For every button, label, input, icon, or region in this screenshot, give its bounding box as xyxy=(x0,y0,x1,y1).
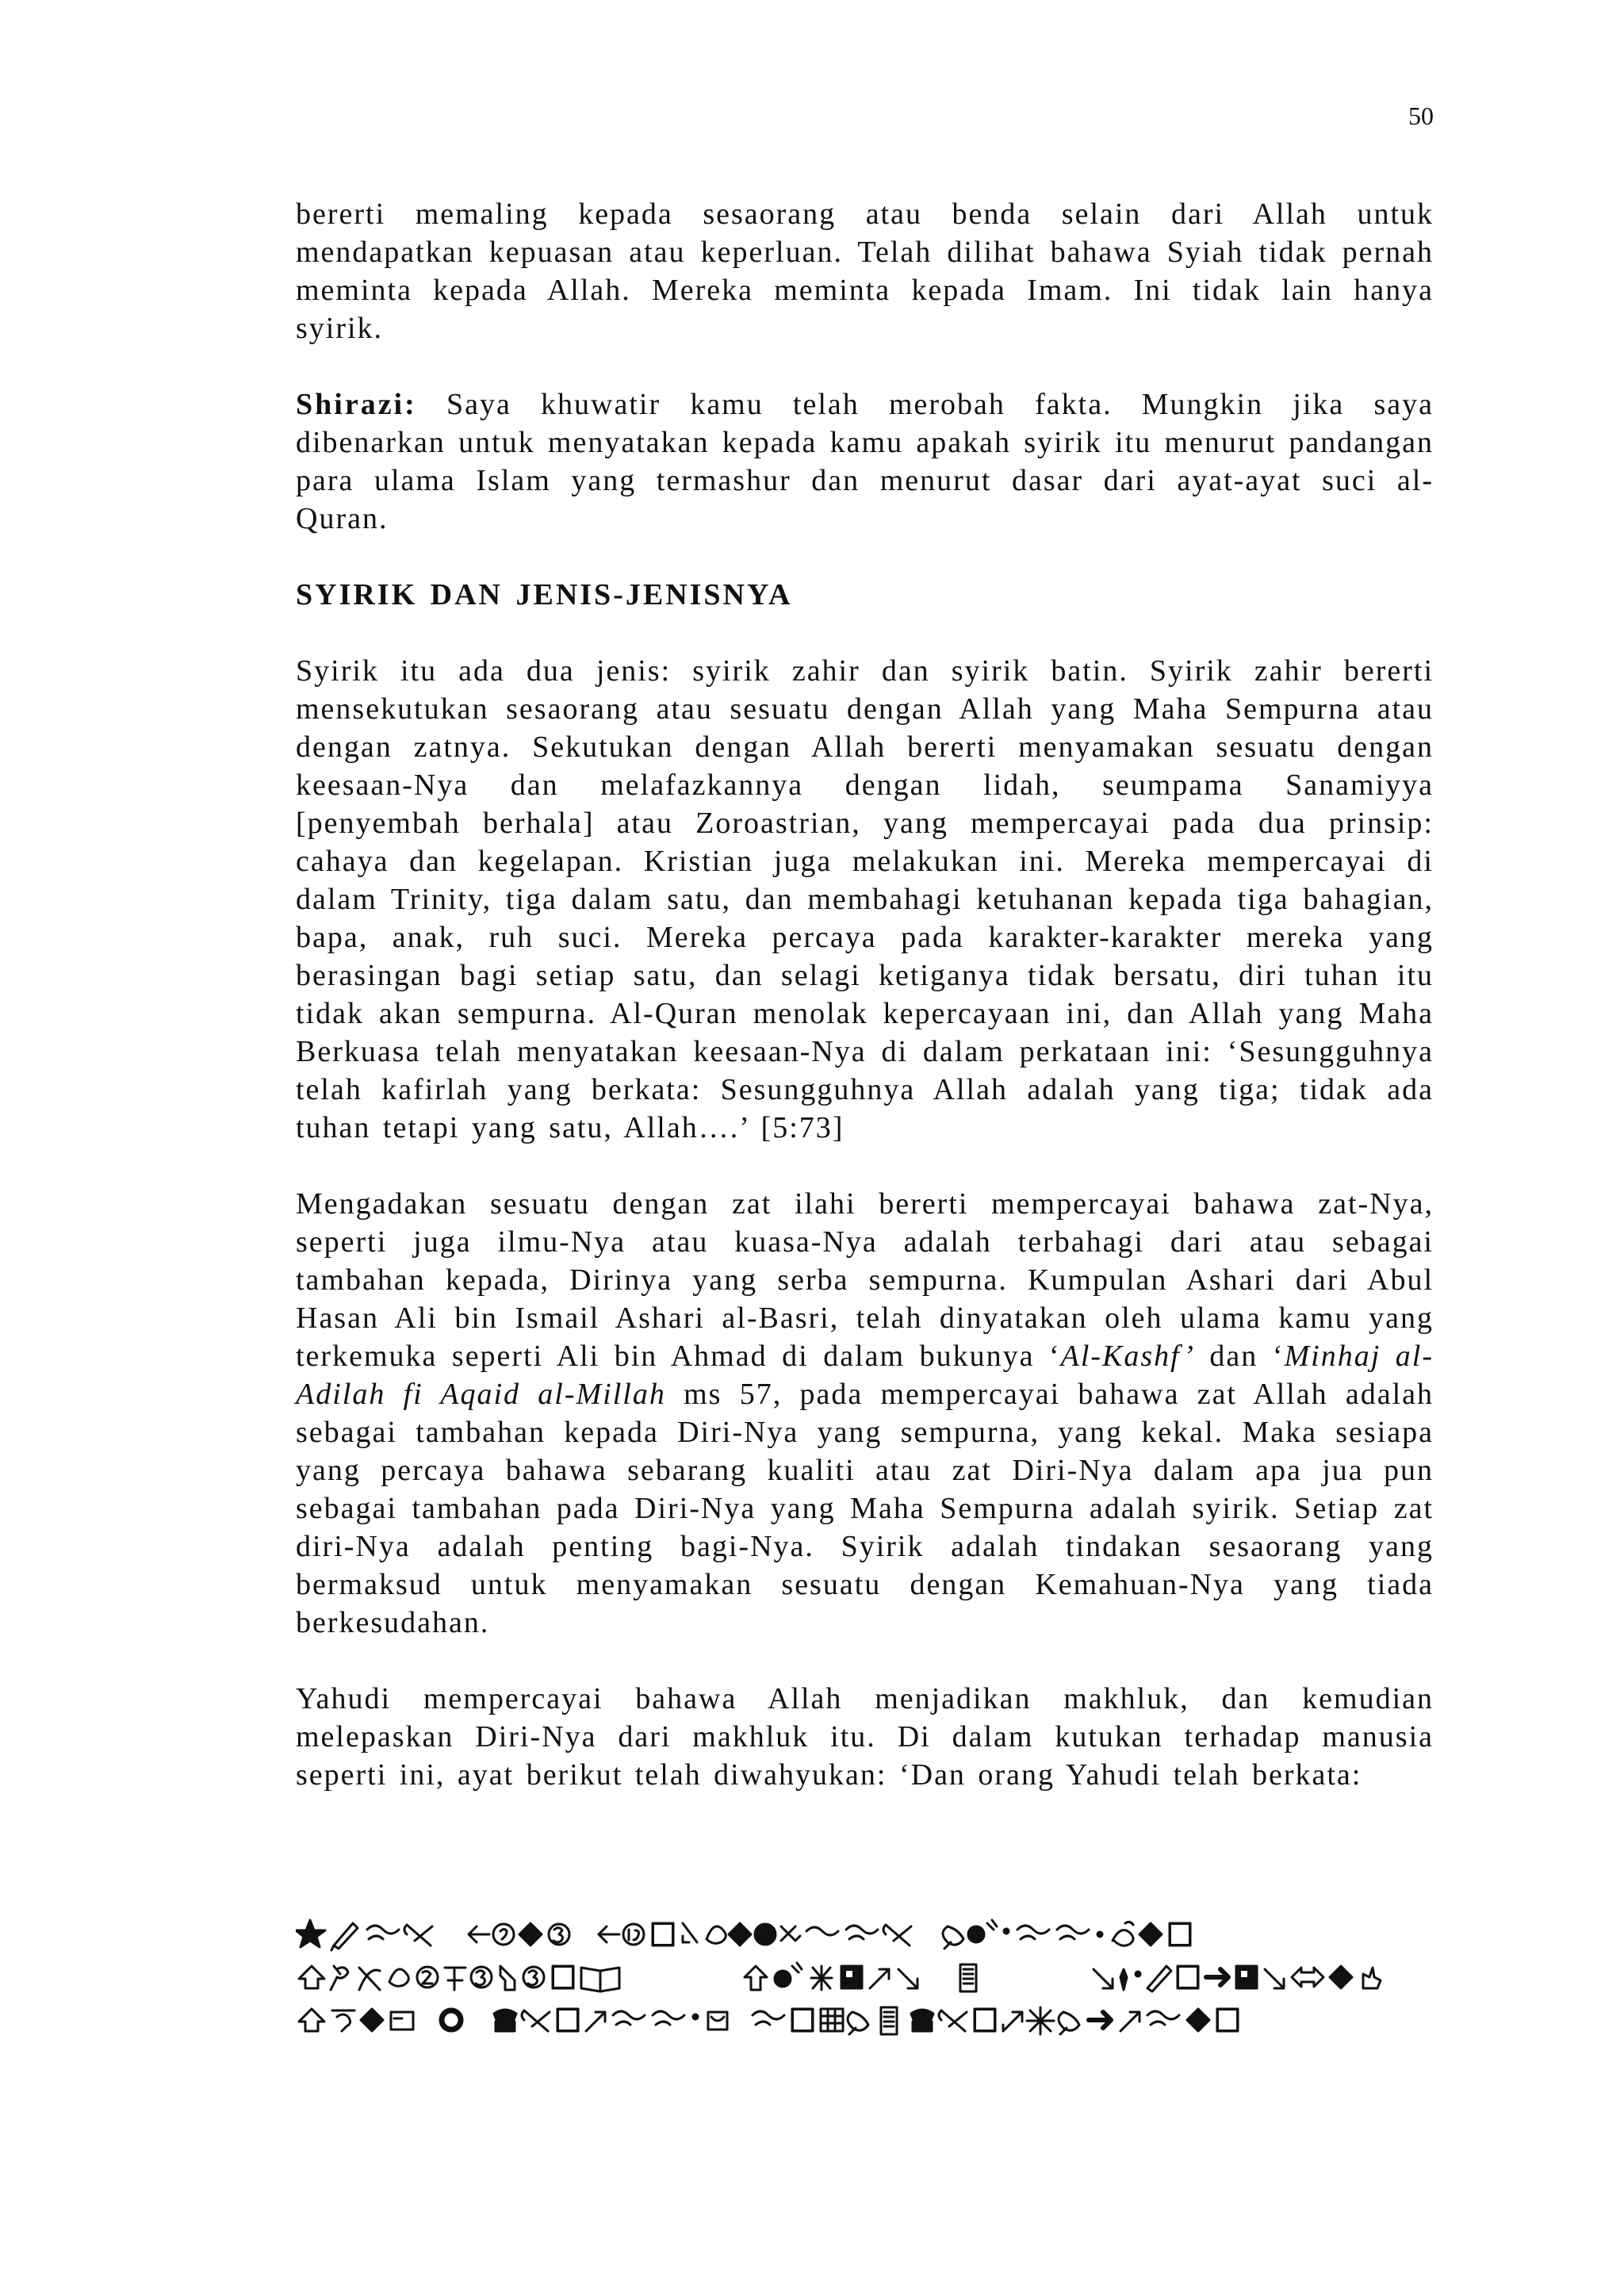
section-heading: SYIRIK DAN JENIS-JENISNYA xyxy=(296,578,793,611)
paragraph-4-part-c: ms 57, pada mempercayai bahawa zat Allah adalah sebagai tambahan kepada Diri-Nya yang sempurna, yang kekal. Maka sesiapa yang percaya bahawa sebarang kualiti atau zat Diri-Nya dalam apa jua pun sebagai tambahan pada Diri-Nya yang Maha Sempurna adalah syirik. Setiap zat diri-Nya adalah penting bagi-Nya. Syirik adalah tindakan sesaorang yang bermaksud untuk menyamakan sesuatu dengan Kemahuan-Nya yang tiada berkesudahan. xyxy=(296,1378,1434,1639)
paragraph-4-part-a: Mengadakan sesuatu dengan zat ilahi bererti mempercayai bahawa zat-Nya, seperti juga ilmu-Nya atau kuasa-Nya adalah terbahagi dari atau sebagai tambahan kepada, Dirinya yang serba sempurna. Kumpulan Ashari dari Abul Hasan Ali bin Ismail Ashari al-Basri, telah dinyatakan oleh ulama kamu yang terkemuka seperti Ali bin Ahmad di dalam bukunya ‘ xyxy=(296,1187,1434,1373)
paragraph-2-body: Saya khuwatir kamu telah merobah fakta. Mungkin jika saya dibenarkan untuk menyatakan kepada kamu apakah syirik itu menurut pandangan para ulama Islam yang termashur dan menurut dasar dari ayat-ayat suci al-Quran. xyxy=(296,388,1434,535)
paragraph-5: Yahudi mempercayai bahawa Allah menjadikan makhluk, dan kemudian melepaskan Diri-Nya dari makhluk itu. Di dalam kutukan terhadap manusia seperti ini, ayat berikut telah diwahyukan: ‘Dan orang Yahudi telah berkata: xyxy=(296,1682,1434,1792)
paragraph-4 xyxy=(296,1185,1434,1642)
paragraph-4-part-b: dan ‘ xyxy=(1194,1340,1285,1373)
text-column xyxy=(296,195,1434,1832)
symbol-font-glyph-lines xyxy=(296,1915,1434,2038)
paragraph-2 xyxy=(296,385,1434,538)
speaker-name: Shirazi: xyxy=(296,388,417,421)
paragraph-1: bererti memaling kepada sesaorang atau benda selain dari Allah untuk mendapatkan kepuasan atau keperluan. Telah dilihat bahawa Syiah tidak pernah meminta kepada Allah. Mereka meminta kepada Imam. Ini tidak lain hanya syirik. xyxy=(296,197,1434,345)
page-number: 50 xyxy=(1408,102,1434,130)
paragraph-3: Syirik itu ada dua jenis: syirik zahir dan syirik batin. Syirik zahir bererti mensekutukan sesaorang atau sesuatu dengan Allah yang Maha Sempurna atau dengan zatnya. Sekutukan dengan Allah bererti menyamakan sesuatu dengan keesaan-Nya dan melafazkannya dengan lidah, seumpama Sanamiyya [penyembah berhala] atau Zoroastrian, yang mempercayai pada dua prinsip: cahaya dan kegelapan. Kristian juga melakukan ini. Mereka mempercayai di dalam Trinity, tiga dalam satu, dan membahagi ketuhanan kepada tiga bahagian, bapa, anak, ruh suci. Mereka percaya pada karakter-karakter mereka yang berasingan bagi setiap satu, dan selagi ketiganya tidak bersatu, diri tuhan itu tidak akan sempurna. Al-Quran menolak kepercayaan ini, dan Allah yang Maha Berkuasa telah menyatakan keesaan-Nya di dalam perkataan ini: ‘Sesungguhnya telah kafirlah yang berkata: Sesungguhnya Allah adalah yang tiga; tidak ada tuhan tetapi yang satu, Allah….’ [5:73] xyxy=(296,654,1434,1144)
glyph-art-svg xyxy=(296,1915,1434,2038)
book-title-minhaj: Minhaj al-Adilah fi Aqaid al-Millah xyxy=(296,1340,1434,1411)
book-title-al-kashf: Al-Kashf’ xyxy=(1060,1340,1195,1373)
